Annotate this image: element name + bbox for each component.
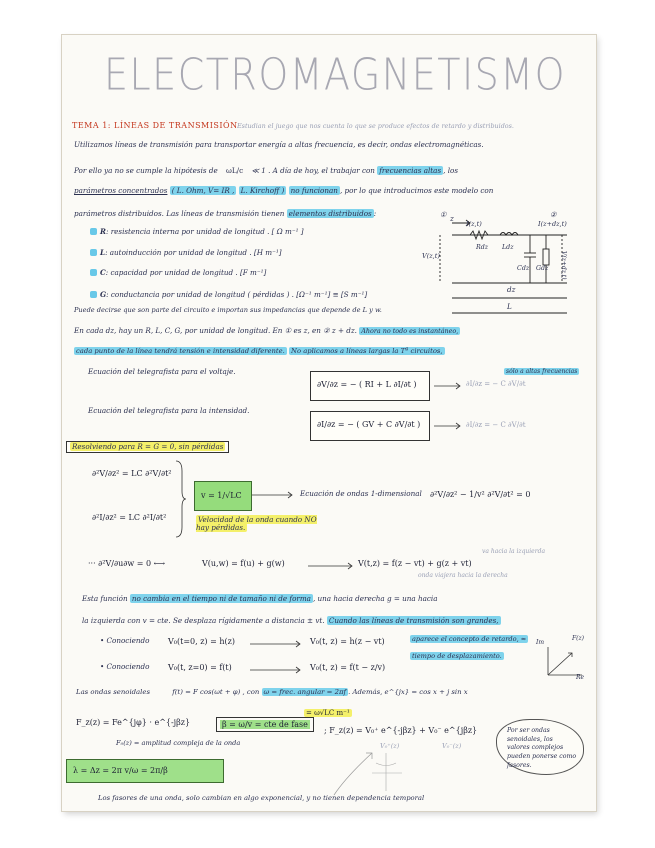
wave-eq-current: ∂²I/∂z² = LC ∂²I/∂t² (92, 513, 167, 522)
axis-fz: F(z) (572, 635, 585, 642)
text-line: Esta función no cambia en el tiempo ni de tamaño ni de forma , una hacia derecha g = una hacia (82, 594, 438, 603)
velocity-formula: v = 1/√LC (201, 491, 242, 500)
text-line: sólo a altas frecuencias (506, 368, 578, 375)
bullet-icon (90, 291, 97, 298)
circuit-z: z (450, 214, 454, 223)
param-item: C: capacidad por unidad de longitud . [F m⁻¹] (90, 269, 266, 277)
phasor-under2: V₀⁻(z) (442, 742, 462, 750)
param-item: L: autoinducción por unidad de longitud . [H m⁻¹] (90, 249, 282, 257)
wave-eq-label: Ecuación de ondas 1-dimensional (300, 489, 422, 498)
telegraph-current-label: Ecuación del telegrafista para la intensidad. (88, 406, 250, 415)
general-rhs: V(t,z) = f(z − vt) + g(z + vt) (358, 559, 472, 568)
senoidal-note-cloud (496, 719, 584, 775)
note-left-wave: va hacia la izquierda (482, 548, 546, 555)
phasor-eq-left: F_z(z) = Fe^{jφ} · e^{-jβz} (76, 718, 191, 727)
arrow-icon (252, 490, 296, 500)
telegraph-current-faint: ∂I/∂z = − C ∂V/∂t (466, 421, 526, 429)
telegraph-voltage-faint: ∂I/∂z = − C ∂V/∂t (466, 380, 526, 388)
text-line: parámetros concentrados ( L. Ohm, V= IR , L. Kirchoff ) no funcionan , por lo que introducimos este modelo con (74, 186, 494, 195)
telegraph-current-box (310, 411, 430, 441)
text-line: tiempo de desplazamiento. (412, 652, 502, 660)
bullet-icon (90, 249, 97, 256)
lambda-formula: λ = Δz = 2π v/ω = 2π/β (73, 766, 168, 775)
known-label: • Conociendo (100, 636, 150, 645)
known-result: V₀(t, z) = f(t − z/v) (310, 663, 386, 672)
phasor-under1: V₀⁺(z) (380, 742, 400, 750)
circuit-i-in: I(z,t) (466, 220, 482, 228)
known-initial: V₀(t=0, z) = h(z) (168, 637, 235, 646)
circuit-cdz: Cdz (517, 265, 530, 272)
circuit-rdz: Rdz (476, 244, 489, 251)
circuit-node2: ② (550, 210, 557, 219)
text-line: Puede decirse que son parte del circuito e importan sus impedancias que depende de L y w. (74, 306, 382, 314)
telegraph-voltage-label: Ecuación del telegrafista para el voltaje. (88, 367, 236, 376)
general-mid: V(u,w) = f(u) + g(w) (202, 559, 285, 568)
brace-icon (174, 459, 186, 539)
text-line: parámetros distribuidos. Las líneas de transmisión tienen elementos distribuidos : (74, 209, 377, 218)
bullet-icon (90, 228, 97, 235)
text-line: Por ello ya no se cumple la hipótesis de ωL/c ≪ 1 . A día de hoy, el trabajar con frecuencias altas , los (74, 166, 459, 175)
telegraph-voltage-box (310, 371, 430, 401)
beta-units: = ω√LC m⁻¹ (306, 709, 350, 717)
wave-eq-1d: ∂²V/∂z² − 1/v² ∂²V/∂t² = 0 (430, 490, 531, 499)
axis-im: Im (536, 639, 545, 646)
lossless-label: Resolviendo para R = G = 0, sin pérdidas (66, 441, 229, 453)
beta-box: β = ω/v = cte de fase (216, 717, 314, 732)
arrow-icon (308, 561, 356, 571)
notebook-page (62, 35, 596, 811)
bullet-icon (90, 269, 97, 276)
text-line: cada punto de la línea tendrá tensión e intensidad diferente. No aplicamos a líneas largas la Tª circuitos, (76, 347, 443, 355)
telegraph-current-eq: ∂I/∂z = − ( GV + C ∂V/∂t ) (317, 420, 421, 429)
senoidal-note: Por ser ondas senoidales, los valores complejos pueden ponerse como fasores. (507, 727, 577, 769)
text-line: aparece el concepto de retardo, ≈ (412, 635, 527, 643)
telegraph-voltage-eq: ∂V/∂z = − ( RI + L ∂I/∂t ) (317, 380, 417, 389)
circuit-i-out: I(z+dz,t) (538, 220, 567, 228)
circuit-node1: ① (440, 210, 447, 219)
wave-eq-voltage: ∂²V/∂z² = LC ∂²V/∂t² (92, 469, 172, 478)
velocity-note: Velocidad de la onda cuando NO hay pérdidas. (196, 515, 317, 533)
velocity-box (194, 481, 252, 511)
circuit-gdz: Gdz (536, 265, 549, 272)
known-label: • Conociendo (100, 662, 150, 671)
sketch-doodle (368, 753, 408, 793)
arrow-icon (250, 665, 304, 675)
note-right-wave: onda viajera hacia la derecha (418, 572, 508, 579)
tema-intro: Estudian el juego que nos cuenta lo que se produce efectos de retardo y distribuidos. (237, 122, 514, 130)
text-line: Utilizamos líneas de transmisión para transportar energía a altas frecuencia, es decir, ondas electromagnéticas. (74, 140, 484, 149)
page-title: ELECTROMAGNETISMO (104, 49, 566, 100)
arrow-icon (434, 381, 464, 391)
text-line: la izquierda con v = cte. Se desplaza rígidamente a distancia ± vt. Cuando las líneas de transmisión son grandes, (82, 616, 499, 625)
arrow-icon (434, 421, 464, 431)
text-line: En cada dz, hay un R, L, C, G, por unidad de longitud. En ① es z, en ② z + dz. Ahora no todo es instantáneo, (74, 326, 459, 335)
lambda-box (66, 759, 224, 783)
param-item: G: conductancia por unidad de longitud ( pérdidas ) . [Ω⁻¹ m⁻¹] ≡ [S m⁻¹] (90, 291, 367, 299)
circuit-v-out: V(z+dz,t) (560, 251, 567, 280)
arrow-icon (250, 639, 304, 649)
circuit-dz: dz (507, 285, 516, 294)
amplitude-note: F₀(z) = amplitud compleja de la onda (116, 739, 241, 747)
axis-re: Re (576, 674, 585, 681)
tema-label: TEMA 1: LÍNEAS DE TRANSMISIÓN (72, 121, 238, 130)
circuit-l: L (507, 302, 512, 311)
known-result: V₀(t, z) = h(z − vt) (310, 637, 385, 646)
param-item: R: resistencia interna por unidad de longitud . [ Ω m⁻¹ ] (90, 228, 304, 236)
circuit-v-in: V(z,t) (422, 252, 440, 260)
text-line: Las ondas senoidales f(t) = F cos(ωt + φ) , con ω = frec. angular = 2πf . Además, e^{jx} = cos x + j sin x (76, 688, 468, 696)
known-initial: V₀(t, z=0) = f(t) (168, 663, 232, 672)
general-lhs: ··· ∂²V/∂u∂w = 0 ⟷ (88, 559, 166, 568)
tema-heading (72, 121, 238, 130)
text-line: Los fasores de una onda, solo cambian en algo exponencial, y no tienen dependencia temporal (98, 794, 425, 802)
circuit-ldz: Ldz (502, 244, 514, 251)
phasor-eq-right: ; F_z(z) = V₀⁺ e^{-jβz} + V₀⁻ e^{jβz} (324, 726, 478, 735)
